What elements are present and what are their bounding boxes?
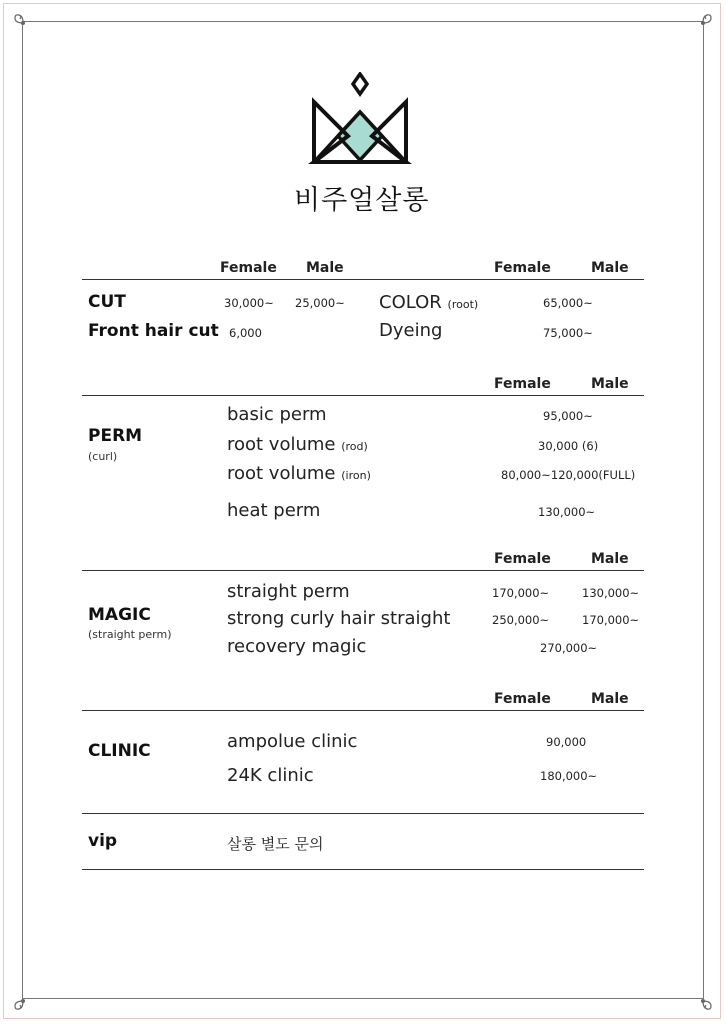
cut-label: CUT xyxy=(88,292,126,312)
divider xyxy=(82,570,644,571)
perm-subtitle: (curl) xyxy=(88,450,118,463)
magic-subtitle: (straight perm) xyxy=(88,628,172,641)
corner-ornament-icon xyxy=(692,990,714,1012)
clinic-item-price: 90,000 xyxy=(546,735,587,749)
cut-female-price: 30,000~ xyxy=(224,296,274,310)
perm-item xyxy=(227,404,327,425)
corner-ornament-icon xyxy=(12,12,34,34)
perm-item-name: heat perm xyxy=(227,500,321,521)
divider xyxy=(82,813,644,814)
divider xyxy=(82,869,644,870)
magic-title: MAGIC xyxy=(88,605,151,625)
perm-item-name: root volume xyxy=(227,434,336,455)
perm-item-price: 80,000~120,000(FULL) xyxy=(501,468,636,482)
perm-title: PERM xyxy=(88,426,143,446)
perm-item-price: 130,000~ xyxy=(538,505,596,519)
vip-text: 살롱 별도 문의 xyxy=(227,835,324,853)
col-header-male: Male xyxy=(591,376,629,392)
col-header-female: Female xyxy=(220,260,277,276)
divider xyxy=(82,710,644,711)
col-header-female: Female xyxy=(494,376,551,392)
color-note: (root) xyxy=(447,298,479,311)
col-header-male: Male xyxy=(591,551,629,567)
cut-male-price: 25,000~ xyxy=(295,296,345,310)
corner-ornament-icon xyxy=(12,990,34,1012)
divider xyxy=(82,395,644,396)
page-inner-border xyxy=(22,21,704,999)
clinic-item-price: 180,000~ xyxy=(540,769,598,783)
col-header-male: Male xyxy=(306,260,344,276)
col-header-male: Male xyxy=(591,691,629,707)
corner-ornament-icon xyxy=(692,12,714,34)
crown-logo-icon xyxy=(304,72,416,166)
brand-title: 비주얼살롱 xyxy=(294,185,430,216)
perm-item-name: basic perm xyxy=(227,404,327,425)
magic-item-name: recovery magic xyxy=(227,636,367,657)
magic-item-price: 270,000~ xyxy=(540,641,598,655)
col-header-female: Female xyxy=(494,260,551,276)
front-cut-female-price: 6,000 xyxy=(229,326,262,340)
vip-title: vip xyxy=(88,831,118,851)
perm-item-name: root volume xyxy=(227,463,336,484)
magic-item-female-price: 170,000~ xyxy=(492,586,550,600)
col-header-female: Female xyxy=(494,551,551,567)
clinic-item-name: ampolue clinic xyxy=(227,731,358,752)
perm-item xyxy=(227,500,320,521)
col-header-female: Female xyxy=(494,691,551,707)
magic-item-male-price: 130,000~ xyxy=(582,586,640,600)
magic-item-name: straight perm xyxy=(227,581,350,602)
perm-item xyxy=(227,463,371,484)
col-header-male: Male xyxy=(591,260,629,276)
magic-item-name: strong curly hair straight xyxy=(227,608,451,629)
perm-item-price: 95,000~ xyxy=(543,409,593,423)
perm-item-price: 30,000 (6) xyxy=(538,439,599,453)
dyeing-price: 75,000~ xyxy=(543,326,593,340)
color-price: 65,000~ xyxy=(543,296,593,310)
color-name: COLOR xyxy=(379,292,442,313)
color-label xyxy=(379,292,478,313)
magic-item-male-price: 170,000~ xyxy=(582,613,640,627)
magic-item-female-price: 250,000~ xyxy=(492,613,550,627)
dyeing-label: Dyeing xyxy=(379,320,443,341)
perm-item-note: (rod) xyxy=(341,440,368,453)
divider xyxy=(82,279,644,280)
clinic-item-name: 24K clinic xyxy=(227,765,314,786)
perm-item-note: (iron) xyxy=(341,469,371,482)
perm-item xyxy=(227,434,368,455)
front-cut-label: Front hair cut xyxy=(88,321,219,341)
clinic-title: CLINIC xyxy=(88,741,151,761)
